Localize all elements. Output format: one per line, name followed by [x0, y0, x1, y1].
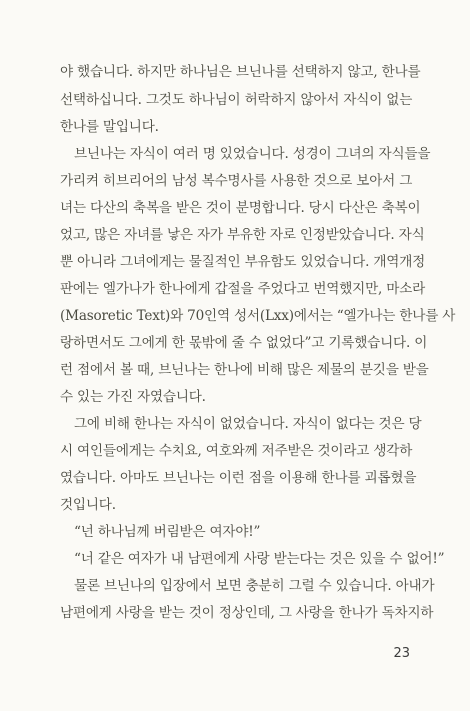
- text-line: 런 점에서 볼 때, 브닌나는 한나에 비해 많은 제물의 분깃을 받을: [60, 362, 429, 378]
- text-line: 선택하십니다. 그것도 하나님이 허락하지 않아서 자식이 없는: [60, 92, 413, 108]
- text-line: 야 했습니다. 하지만 하나님은 브닌나를 선택하지 않고, 한나를: [60, 64, 421, 80]
- text-line: 랑하면서도 그에게 한 몫밖에 줄 수 없었다”고 기록했습니다. 이: [60, 335, 428, 351]
- text-line: 가리켜 히브리어의 남성 복수명사를 사용한 것으로 보아서 그: [60, 173, 413, 189]
- text-line: 한나를 말입니다.: [60, 119, 159, 135]
- paragraph-start-line: 브닌나는 자식이 여러 명 있었습니다. 성경이 그녀의 자식들을: [74, 146, 431, 162]
- text-line: 시 여인들에게는 수치요, 여호와께 저주받은 것이라고 생각하: [60, 443, 413, 459]
- text-line: 였습니다. 아마도 브닌나는 이런 점을 이용해 한나를 괴롭혔을: [60, 470, 417, 486]
- text-line: 판에는 엘가나가 한나에게 갑절을 주었다고 번역했지만, 마소라: [60, 281, 426, 297]
- page-number: 23: [393, 646, 410, 661]
- text-line: 것입니다.: [60, 497, 116, 513]
- text-line: 수 있는 가진 자였습니다.: [60, 389, 206, 405]
- text-line: (Masoretic Text)와 70인역 성서(Lxx)에서는 “엘가나는 한나를 사: [60, 308, 456, 324]
- dialogue-line: “넌 하나님께 버림받은 여자야!”: [74, 524, 261, 540]
- dialogue-line: “너 같은 여자가 내 남편에게 사랑 받는다는 것은 있을 수 없어!”: [74, 551, 445, 567]
- text-line: 남편에게 사랑을 받는 것이 정상인데, 그 사랑을 한나가 독차지하: [60, 605, 434, 621]
- text-line: 녀는 다산의 축복을 받은 것이 분명합니다. 당시 다산은 축복이: [60, 200, 421, 216]
- text-line: 뿐 아니라 그녀에게는 물질적인 부유함도 있었습니다. 개역개정: [60, 254, 426, 270]
- paragraph-start-line: 그에 비해 한나는 자식이 없었습니다. 자식이 없다는 것은 당: [74, 416, 422, 432]
- text-line: 었고, 많은 자녀를 낳은 자가 부유한 자로 인정받았습니다. 자식: [60, 227, 425, 243]
- paragraph-start-line: 물론 브닌나의 입장에서 보면 충분히 그럴 수 있습니다. 아내가: [74, 578, 435, 594]
